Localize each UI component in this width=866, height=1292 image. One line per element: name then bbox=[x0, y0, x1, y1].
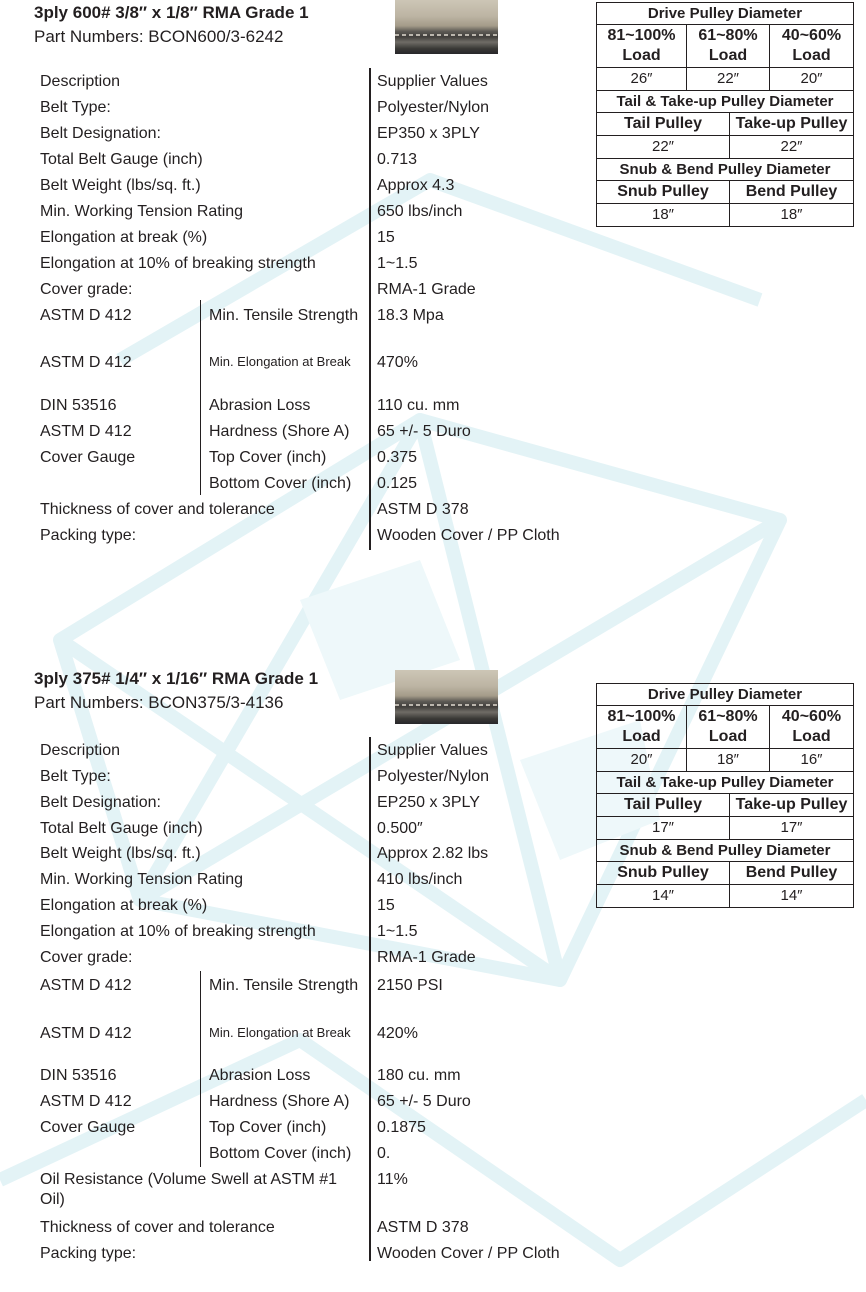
spec-value: 2150 PSI bbox=[377, 977, 443, 994]
spec-label: Oil Resistance (Volume Swell at ASTM #1 Oil) bbox=[40, 1171, 338, 1208]
pulley-type-heading: Take-up Pulley bbox=[730, 794, 854, 817]
spec-value: 1~1.5 bbox=[377, 255, 418, 272]
belt-sample-image bbox=[395, 670, 498, 724]
part-numbers: Part Numbers: BCON375/3-4136 bbox=[34, 693, 284, 712]
spec-value: 15 bbox=[377, 897, 395, 914]
spec-standard: ASTM D 412 bbox=[40, 1025, 132, 1042]
pulley-diameter-table bbox=[596, 2, 854, 227]
snub-pulley-heading: Snub & Bend Pulley Diameter bbox=[597, 159, 854, 181]
spec-value: 1~1.5 bbox=[377, 923, 418, 940]
drive-pulley-heading: Drive Pulley Diameter bbox=[597, 3, 854, 25]
spec-value: Supplier Values bbox=[377, 742, 488, 759]
spec-value: 0. bbox=[377, 1145, 391, 1162]
snub-diameter-value: 18″ bbox=[597, 204, 730, 227]
pulley-type-heading: Snub Pulley bbox=[597, 181, 730, 204]
bend-diameter-value: 14″ bbox=[730, 885, 854, 908]
spec-value: 0.1875 bbox=[377, 1119, 426, 1136]
spec-label: Min. Working Tension Rating bbox=[40, 871, 244, 888]
spec-label: Total Belt Gauge (inch) bbox=[40, 151, 203, 168]
pulley-type-heading: Bend Pulley bbox=[730, 862, 854, 885]
spec-test: Top Cover (inch) bbox=[209, 1119, 327, 1136]
spec-value: 420% bbox=[377, 1025, 418, 1042]
tail-pulley-heading: Tail & Take-up Pulley Diameter bbox=[597, 772, 854, 794]
spec-standard: ASTM D 412 bbox=[40, 1093, 132, 1110]
spec-value: 65 +/- 5 Duro bbox=[377, 423, 471, 440]
tail-pulley-heading: Tail & Take-up Pulley Diameter bbox=[597, 91, 854, 113]
spec-standard: DIN 53516 bbox=[40, 397, 117, 414]
spec-label: Belt Designation: bbox=[40, 125, 161, 142]
load-heading: 40~60% Load bbox=[770, 706, 854, 749]
load-heading: 81~100% Load bbox=[597, 706, 687, 749]
spec-value: Wooden Cover / PP Cloth bbox=[377, 1245, 560, 1262]
pulley-type-heading: Snub Pulley bbox=[597, 862, 730, 885]
spec-test: Min. Elongation at Break bbox=[209, 354, 351, 369]
spec-test: Hardness (Shore A) bbox=[209, 423, 350, 440]
load-heading: 40~60% Load bbox=[770, 25, 854, 68]
bend-diameter-value: 18″ bbox=[730, 204, 854, 227]
spec-standard: DIN 53516 bbox=[40, 1067, 117, 1084]
spec-value: RMA-1 Grade bbox=[377, 949, 476, 966]
spec-value: 0.375 bbox=[377, 449, 418, 466]
spec-label: Elongation at break (%) bbox=[40, 229, 208, 246]
load-heading: 81~100% Load bbox=[597, 25, 687, 68]
spec-label: Belt Weight (lbs/sq. ft.) bbox=[40, 845, 201, 862]
load-heading: 61~80% Load bbox=[687, 25, 770, 68]
drive-diameter-value: 26″ bbox=[597, 68, 687, 91]
product-title: 3ply 375# 1/4″ x 1/16″ RMA Grade 1 bbox=[34, 669, 319, 688]
spec-value: Polyester/Nylon bbox=[377, 99, 490, 116]
spec-label: Thickness of cover and tolerance bbox=[40, 1219, 275, 1236]
takeup-diameter-value: 17″ bbox=[730, 817, 854, 840]
spec-label: Min. Working Tension Rating bbox=[40, 203, 244, 220]
spec-test: Bottom Cover (inch) bbox=[209, 475, 352, 492]
spec-value: 15 bbox=[377, 229, 395, 246]
tail-diameter-value: 22″ bbox=[597, 136, 730, 159]
spec-standard: Cover Gauge bbox=[40, 1119, 136, 1136]
spec-value: EP250 x 3PLY bbox=[377, 794, 480, 811]
spec-test: Min. Tensile Strength bbox=[209, 307, 359, 324]
spec-label: Packing type: bbox=[40, 1245, 137, 1262]
spec-test: Min. Elongation at Break bbox=[209, 1025, 351, 1040]
pulley-type-heading: Take-up Pulley bbox=[730, 113, 854, 136]
subcolumn-divider bbox=[200, 971, 201, 1167]
spec-label: Thickness of cover and tolerance bbox=[40, 501, 275, 518]
drive-diameter-value: 20″ bbox=[770, 68, 854, 91]
spec-standard: ASTM D 412 bbox=[40, 423, 132, 440]
spec-standard: ASTM D 412 bbox=[40, 307, 132, 324]
subcolumn-divider bbox=[200, 300, 201, 495]
pulley-diameter-table bbox=[596, 683, 854, 908]
spec-value: RMA-1 Grade bbox=[377, 281, 476, 298]
spec-test: Bottom Cover (inch) bbox=[209, 1145, 352, 1162]
spec-value: 65 +/- 5 Duro bbox=[377, 1093, 471, 1110]
takeup-diameter-value: 22″ bbox=[730, 136, 854, 159]
pulley-type-heading: Bend Pulley bbox=[730, 181, 854, 204]
spec-value: 18.3 Mpa bbox=[377, 307, 444, 324]
spec-standard: ASTM D 412 bbox=[40, 354, 132, 371]
snub-diameter-value: 14″ bbox=[597, 885, 730, 908]
spec-value: 11% bbox=[377, 1171, 408, 1188]
spec-label: Elongation at 10% of breaking strength bbox=[40, 923, 316, 940]
product-title: 3ply 600# 3/8″ x 1/8″ RMA Grade 1 bbox=[34, 3, 309, 22]
spec-value: Polyester/Nylon bbox=[377, 768, 490, 785]
drive-diameter-value: 22″ bbox=[687, 68, 770, 91]
pulley-type-heading: Tail Pulley bbox=[597, 794, 730, 817]
spec-value: EP350 x 3PLY bbox=[377, 125, 480, 142]
spec-label: Packing type: bbox=[40, 527, 137, 544]
spec-value: 0.500″ bbox=[377, 820, 423, 837]
spec-test: Abrasion Loss bbox=[209, 397, 311, 414]
spec-label: Total Belt Gauge (inch) bbox=[40, 820, 203, 837]
spec-label: Cover grade: bbox=[40, 281, 133, 298]
spec-label: Belt Type: bbox=[40, 768, 111, 785]
spec-value: 410 lbs/inch bbox=[377, 871, 463, 888]
spec-value: Supplier Values bbox=[377, 73, 488, 90]
spec-value: Approx 4.3 bbox=[377, 177, 455, 194]
spec-value: 180 cu. mm bbox=[377, 1067, 461, 1084]
spec-value: ASTM D 378 bbox=[377, 501, 469, 518]
spec-value: ASTM D 378 bbox=[377, 1219, 469, 1236]
spec-value: Approx 2.82 lbs bbox=[377, 845, 489, 862]
part-numbers: Part Numbers: BCON600/3-6242 bbox=[34, 27, 284, 46]
column-divider bbox=[369, 737, 371, 1261]
spec-test: Min. Tensile Strength bbox=[209, 977, 359, 994]
spec-label: Cover grade: bbox=[40, 949, 133, 966]
spec-label: Elongation at 10% of breaking strength bbox=[40, 255, 316, 272]
column-divider bbox=[369, 68, 371, 550]
spec-value: 470% bbox=[377, 354, 418, 371]
load-heading: 61~80% Load bbox=[687, 706, 770, 749]
snub-pulley-heading: Snub & Bend Pulley Diameter bbox=[597, 840, 854, 862]
belt-sample-image bbox=[395, 0, 498, 54]
pulley-type-heading: Tail Pulley bbox=[597, 113, 730, 136]
spec-test: Abrasion Loss bbox=[209, 1067, 311, 1084]
tail-diameter-value: 17″ bbox=[597, 817, 730, 840]
spec-standard: ASTM D 412 bbox=[40, 977, 132, 994]
spec-label: Belt Type: bbox=[40, 99, 111, 116]
spec-value: 650 lbs/inch bbox=[377, 203, 463, 220]
spec-value: 0.713 bbox=[377, 151, 418, 168]
spec-label: Elongation at break (%) bbox=[40, 897, 208, 914]
drive-diameter-value: 20″ bbox=[597, 749, 687, 772]
spec-label: Description bbox=[40, 742, 121, 759]
drive-diameter-value: 16″ bbox=[770, 749, 854, 772]
spec-test: Hardness (Shore A) bbox=[209, 1093, 350, 1110]
spec-value: 0.125 bbox=[377, 475, 418, 492]
drive-diameter-value: 18″ bbox=[687, 749, 770, 772]
drive-pulley-heading: Drive Pulley Diameter bbox=[597, 684, 854, 706]
spec-standard: Cover Gauge bbox=[40, 449, 136, 466]
spec-test: Top Cover (inch) bbox=[209, 449, 327, 466]
spec-label: Belt Designation: bbox=[40, 794, 161, 811]
spec-value: Wooden Cover / PP Cloth bbox=[377, 527, 560, 544]
spec-label: Belt Weight (lbs/sq. ft.) bbox=[40, 177, 201, 194]
spec-label: Description bbox=[40, 73, 121, 90]
spec-value: 110 cu. mm bbox=[377, 397, 460, 414]
